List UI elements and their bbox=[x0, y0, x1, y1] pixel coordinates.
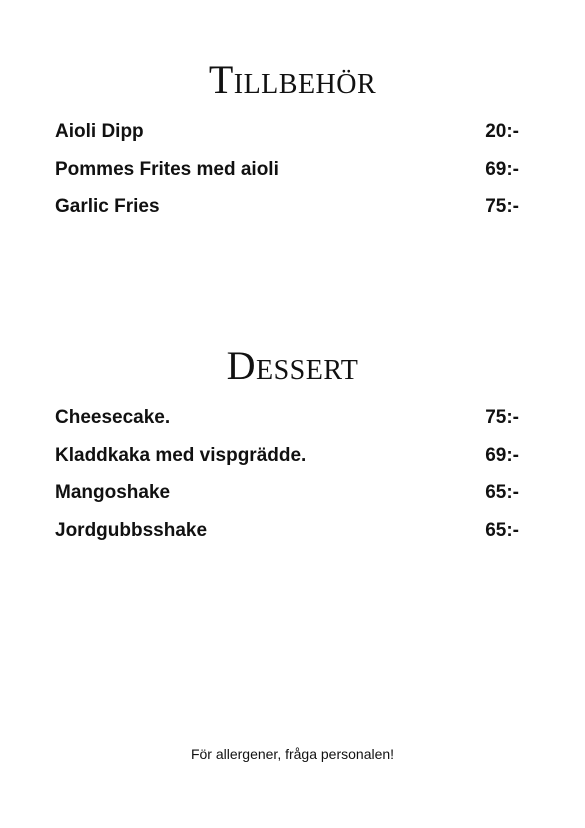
menu-item bbox=[55, 159, 519, 197]
menu-item-price: 20:- bbox=[485, 121, 519, 142]
menu-item-price: 69:- bbox=[485, 158, 519, 180]
menu-item-name: Aioli Dipp bbox=[55, 121, 144, 142]
allergen-note: För allergener, fråga personalen! bbox=[190, 746, 395, 762]
menu-item-name: Jordgubbsshake bbox=[55, 519, 208, 541]
menu-item-price: 69:- bbox=[485, 444, 519, 466]
menu-item-price: 65:- bbox=[485, 482, 519, 503]
menu-item-name: Kladdkaka med vispgrädde. bbox=[55, 444, 307, 466]
section-title-dessert: Dessert bbox=[226, 343, 359, 388]
menu-list-tillbehor bbox=[55, 121, 519, 234]
menu-item bbox=[55, 121, 519, 159]
menu-item bbox=[55, 196, 519, 234]
menu-item bbox=[55, 482, 519, 520]
menu-item bbox=[55, 520, 519, 558]
menu-item-price: 75:- bbox=[485, 407, 519, 428]
menu-item-name: Cheesecake. bbox=[55, 407, 171, 428]
menu-item-name: Mangoshake bbox=[55, 482, 171, 503]
menu-item bbox=[55, 407, 519, 445]
menu-item-price: 65:- bbox=[485, 519, 519, 541]
menu-item-name: Garlic Fries bbox=[55, 196, 160, 217]
menu-item bbox=[55, 445, 519, 483]
menu-list-dessert bbox=[55, 407, 519, 557]
menu-item-name: Pommes Frites med aioli bbox=[55, 158, 279, 180]
section-title-tillbehor: Tillbehör bbox=[208, 57, 377, 102]
menu-item-price: 75:- bbox=[485, 196, 519, 217]
